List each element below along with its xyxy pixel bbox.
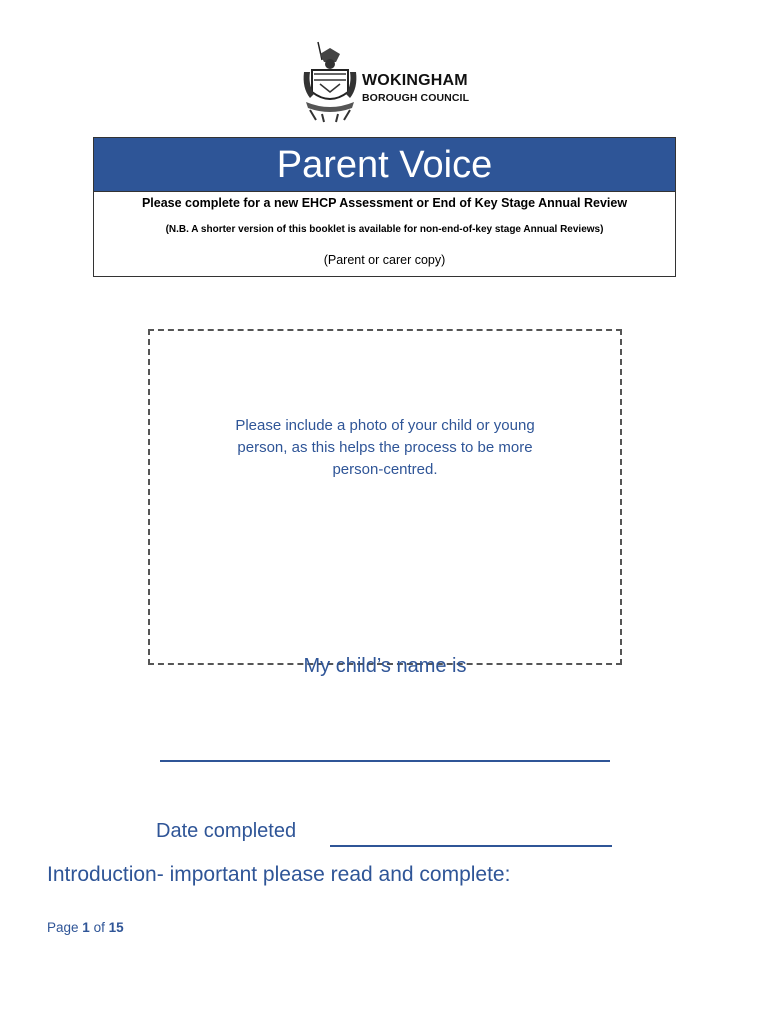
child-name-field[interactable]: [160, 740, 610, 762]
copy-label: (Parent or carer copy): [323, 253, 446, 267]
instruction-line: Please complete for a new EHCP Assessment or End of Key Stage Annual Review: [141, 196, 628, 210]
logo-subtitle: BOROUGH COUNCIL: [362, 92, 470, 104]
council-logo: [300, 40, 470, 126]
page-total: 15: [108, 920, 124, 935]
of-word: of: [93, 920, 105, 935]
logo-title: WOKINGHAM: [362, 72, 468, 89]
date-completed-label: Date completed: [156, 820, 297, 842]
page-word: Page: [47, 920, 79, 935]
photo-placeholder[interactable]: [148, 329, 622, 665]
booklet-note: (N.B. A shorter version of this booklet is available for non-end-of-key stage Annual Reviews): [165, 224, 604, 235]
child-name-label: My child’s name is: [303, 655, 467, 677]
page-title: Parent Voice: [94, 138, 675, 192]
date-completed-field[interactable]: [330, 827, 612, 847]
intro-heading: Introduction- important please read and complete:: [47, 863, 511, 886]
council-crest-icon: [300, 40, 360, 126]
photo-prompt: Please include a photo of your child or young person, as this helps the process to be more person-centred.: [235, 417, 535, 478]
title-box: [93, 137, 676, 277]
page-number: [47, 920, 124, 935]
page-current: 1: [82, 920, 90, 935]
